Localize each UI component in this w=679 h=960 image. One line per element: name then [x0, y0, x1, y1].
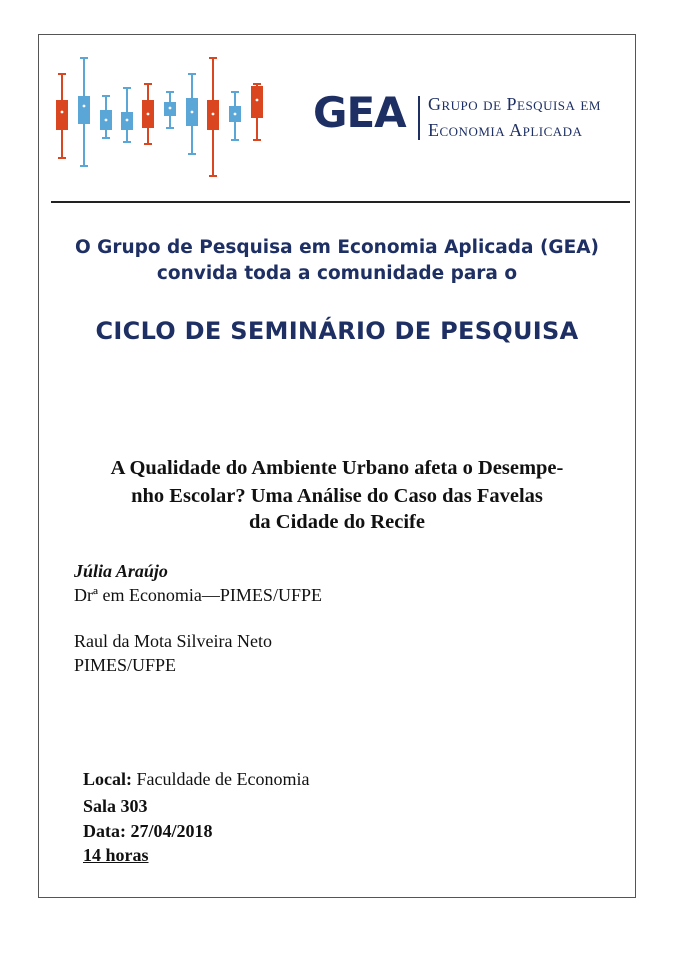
- logo-divider: [418, 96, 420, 140]
- coauthor-name: Raul da Mota Silveira Neto: [74, 631, 272, 651]
- boxplot-logo-icon: [51, 56, 271, 184]
- talk-title-line1: A Qualidade do Ambiente Urbano afeta o Desempe-: [110, 457, 564, 479]
- logo-subtitle-line1: Grupo de Pesquisa em: [428, 94, 601, 114]
- room-line: Sala 303: [83, 796, 148, 816]
- talk-title-line3: da Cidade do Recife: [249, 511, 425, 533]
- invitation-line2: convida toda a comunidade para o: [156, 263, 518, 284]
- location-line: [83, 770, 309, 788]
- logo-subtitle-line2: Economia Aplicada: [428, 120, 583, 140]
- header-rule: [51, 201, 630, 203]
- event-name: CICLO DE SEMINÁRIO DE PESQUISA: [95, 317, 579, 345]
- gea-logo-wordmark: GEA: [313, 88, 406, 137]
- location-label: Local:: [83, 769, 132, 789]
- speaker-affiliation: Drª em Economia—PIMES/UFPE: [74, 585, 322, 605]
- location-value: Faculdade de Economia: [132, 769, 310, 789]
- date-line: Data: 27/04/2018: [83, 821, 213, 841]
- talk-title-line2: nho Escolar? Uma Análise do Caso das Favelas: [131, 485, 543, 507]
- coauthor-affiliation: PIMES/UFPE: [74, 655, 177, 675]
- time-line: 14 horas: [83, 845, 149, 865]
- invitation-line1: O Grupo de Pesquisa em Economia Aplicada (GEA): [75, 237, 599, 258]
- speaker-name: Júlia Araújo: [74, 561, 168, 581]
